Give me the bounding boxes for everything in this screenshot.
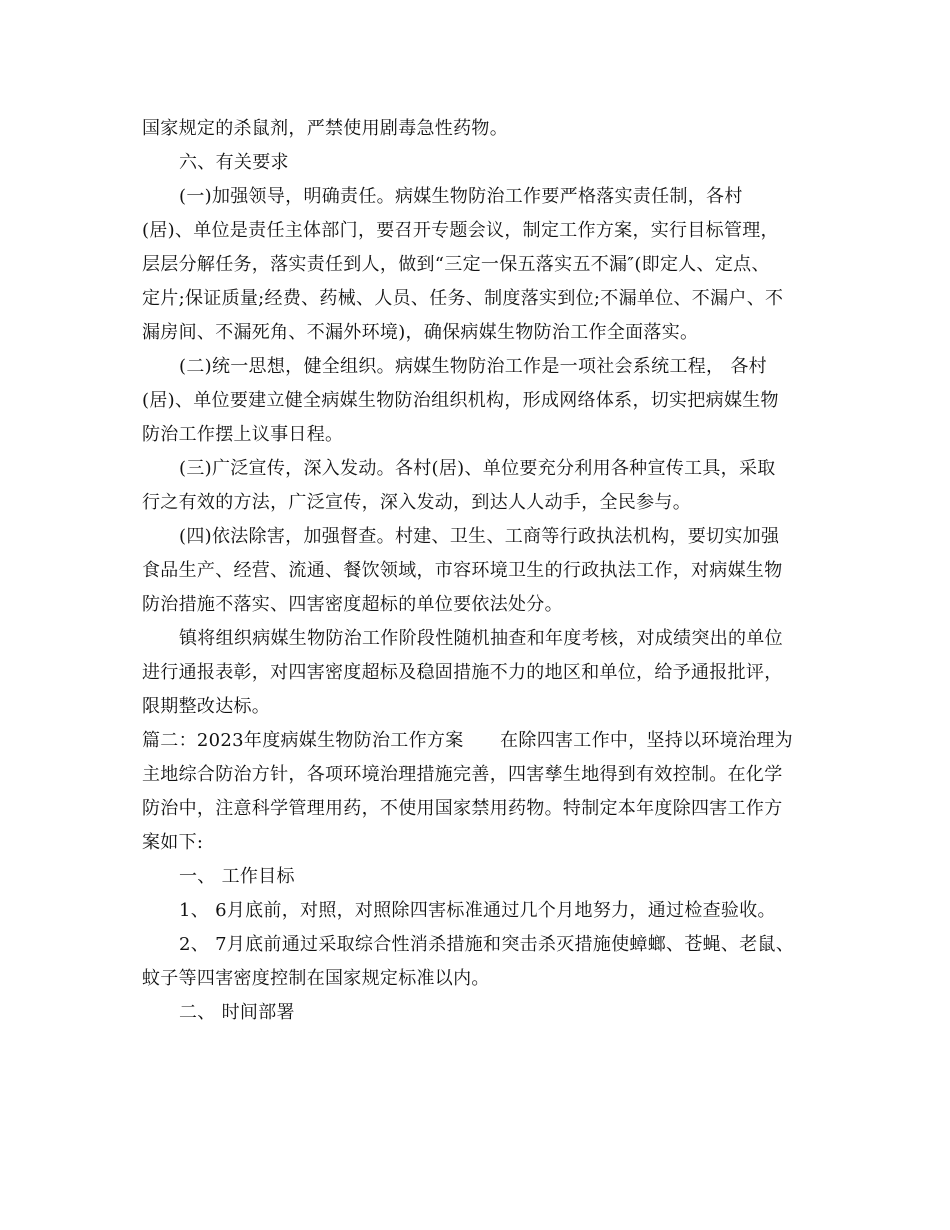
paragraph-line: 篇二：2023年度病媒生物防治工作方案 在除四害工作中，坚持以环境治理为	[142, 730, 793, 751]
paragraph-line: (四)依法除害，加强督查。村建、卫生、工商等行政执法机构，要切实加强	[179, 526, 780, 547]
paragraph-line: 镇将组织病媒生物防治工作阶段性随机抽查和年度考核，对成绩突出的单位	[179, 628, 783, 649]
paragraph-line: 防治中，注意科学管理用药，不使用国家禁用药物。特制定本年度除四害工作方	[142, 798, 783, 819]
paragraph-line: 限期整改达标。	[142, 696, 271, 717]
paragraph-line: (二)统一思想，健全组织。病媒生物防治工作是一项社会系统工程， 各村	[179, 356, 767, 377]
paragraph-line: 案如下:	[142, 832, 204, 853]
section-heading: 二、 时间部署	[179, 1002, 295, 1023]
paragraph-line: 蚊子等四害密度控制在国家规定标准以内。	[142, 968, 490, 989]
paragraph-line: (居)、单位是责任主体部门，要召开专题会议，制定工作方案，实行目标管理，	[142, 220, 779, 241]
paragraph-line: 定片;保证质量;经费、药械、人员、任务、制度落实到位;不漏单位、不漏户、不	[142, 288, 784, 309]
list-item: 2、 7月底前通过采取综合性消杀措施和突击杀灭措施使蟑螂、苍蝇、老鼠、	[179, 934, 795, 955]
paragraph-line: 层层分解任务，落实责任到人，做到“三定一保五落实五不漏″(即定人、定点、	[142, 254, 770, 275]
paragraph-line: (一)加强领导，明确责任。病媒生物防治工作要严格落实责任制，各村	[179, 186, 743, 207]
paragraph-line: 国家规定的杀鼠剂，严禁使用剧毒急性药物。	[142, 118, 508, 139]
paragraph-line: 行之有效的方法，广泛宣传，深入发动，到达人人动手，全民参与。	[142, 492, 691, 513]
paragraph-line: 防治工作摆上议事日程。	[142, 424, 344, 445]
paragraph-line: 食品生产、经营、流通、餐饮领域，市容环境卫生的行政执法工作，对病媒生物	[142, 560, 783, 581]
section-heading: 一、 工作目标	[179, 866, 295, 887]
list-item: 1、 6月底前，对照，对照除四害标准通过几个月地努力，通过检查验收。	[179, 900, 776, 921]
paragraph-line: 主地综合防治方针，各项环境治理措施完善，四害孳生地得到有效控制。在化学	[142, 764, 783, 785]
paragraph-line: 进行通报表彰，对四害密度超标及稳固措施不力的地区和单位，给予通报批评，	[142, 662, 783, 683]
paragraph-line: 防治措施不落实、四害密度超标的单位要依法处分。	[142, 594, 563, 615]
section-heading: 六、有关要求	[179, 152, 289, 173]
paragraph-line: (居)、单位要建立健全病媒生物防治组织机构，形成网络体系，切实把病媒生物	[142, 390, 779, 411]
paragraph-line: 漏房间、不漏死角、不漏外环境)，确保病媒生物防治工作全面落实。	[142, 322, 699, 343]
paragraph-line: (三)广泛宣传，深入发动。各村(居)、单位要充分利用各种宣传工具，采取	[179, 458, 776, 479]
document-body	[142, 112, 812, 1030]
